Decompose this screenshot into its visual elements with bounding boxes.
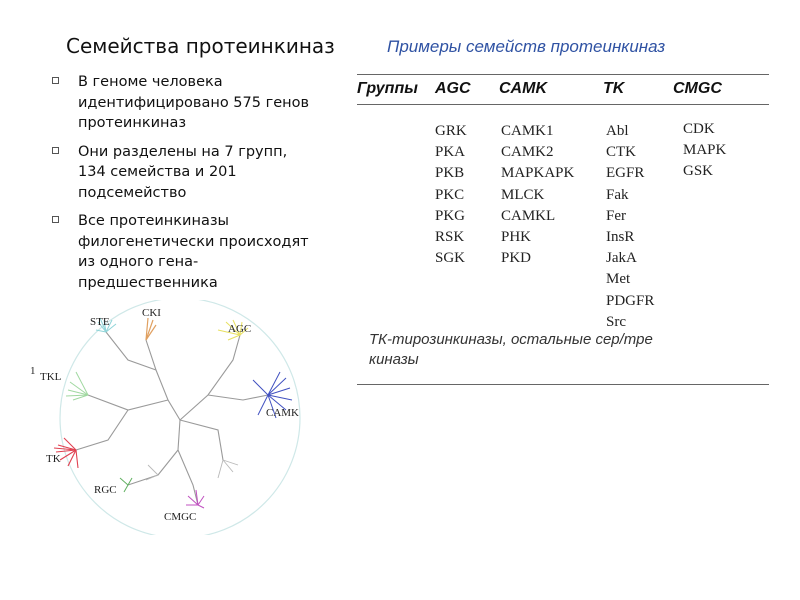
tree-label-ste: STE <box>90 316 110 328</box>
family-cell: CAMK2 <box>501 144 554 161</box>
family-cell: Met <box>606 271 631 288</box>
family-cell: JakA <box>606 250 637 267</box>
family-cell: PKD <box>501 250 532 267</box>
family-cell: Src <box>606 313 626 330</box>
tree-outline <box>60 300 300 535</box>
tree-label-agc: AGC <box>228 323 252 335</box>
header-agc: AGC <box>435 80 471 97</box>
slide-title: Семейства протеинкиназ <box>66 34 335 58</box>
family-cell: EGFR <box>606 165 645 182</box>
branches-rgc <box>120 478 132 492</box>
bullet-text: Они разделены на 7 групп, 134 семейства и 201 подсемейство <box>78 143 288 201</box>
family-cell: PKB <box>435 165 465 182</box>
family-cell: Fak <box>606 186 629 203</box>
table-footnote: ТК-тирозинкиназы, остальные сер/тре киназы <box>369 331 653 368</box>
family-cell: CDK <box>683 121 715 137</box>
kinome-phylogenetic-tree <box>28 300 328 535</box>
family-cell: PDGFR <box>606 292 655 309</box>
tree-label-tk: TK <box>46 453 61 465</box>
family-cell: PKA <box>435 144 466 161</box>
family-cell: GRK <box>435 123 467 139</box>
family-cell: MLCK <box>501 186 545 203</box>
tree-label-tkl: TKL <box>40 371 62 383</box>
header-cmgc: CMGC <box>673 80 722 97</box>
family-cell: CAMK1 <box>501 123 554 139</box>
tree-trunk <box>76 332 268 505</box>
kinase-families-table <box>357 28 769 388</box>
bullet-list <box>50 72 340 301</box>
branches-cki <box>146 318 156 340</box>
bullet-text: В геноме человека идентифицировано 575 генов протеинкиназ <box>78 74 310 131</box>
family-cell: PKC <box>435 186 465 203</box>
square-bullet-icon <box>52 77 59 84</box>
column-cmgc <box>683 119 726 183</box>
family-cell: SGK <box>435 250 466 267</box>
column-camk <box>501 121 574 269</box>
tree-label-cmgc: CMGC <box>164 511 197 523</box>
family-cell: PHK <box>501 229 532 246</box>
bullet-item <box>50 142 340 204</box>
bullet-text: Все протеинкиназы филогенетически происходят из одного гена-предшественника <box>78 213 309 291</box>
table-top-rule <box>357 74 769 75</box>
header-camk: CAMK <box>499 80 547 97</box>
family-cell: CAMKL <box>501 207 556 224</box>
header-tk: TK <box>603 80 625 97</box>
family-cell: PKG <box>435 207 466 224</box>
family-cell: Fer <box>606 207 626 224</box>
table-header-rule <box>357 104 769 105</box>
tree-label-cki: CKI <box>142 307 161 319</box>
bullet-item <box>50 211 340 293</box>
family-cell: GSK <box>683 163 714 180</box>
square-bullet-icon <box>52 147 59 154</box>
table-bottom-rule <box>357 384 769 385</box>
family-cell: MAPK <box>683 142 727 159</box>
table-caption: Примеры семейств протеинкиназ <box>387 37 666 56</box>
branches-tkl <box>66 372 88 400</box>
header-groups: Группы <box>357 80 418 97</box>
family-cell: MAPKAPK <box>501 165 575 182</box>
branches-other <box>146 460 238 480</box>
bullet-item <box>50 72 340 134</box>
family-cell: RSK <box>435 229 465 246</box>
family-cell: InsR <box>606 229 635 246</box>
tree-label-rgc: RGC <box>94 484 117 496</box>
family-cell: CTK <box>606 144 636 161</box>
family-cell: Abl <box>606 123 629 139</box>
tree-label-marker: 1 <box>30 365 36 377</box>
column-agc <box>435 121 467 269</box>
square-bullet-icon <box>52 216 59 223</box>
tree-label-camk: CAMK <box>266 407 300 419</box>
column-tk <box>606 121 654 333</box>
